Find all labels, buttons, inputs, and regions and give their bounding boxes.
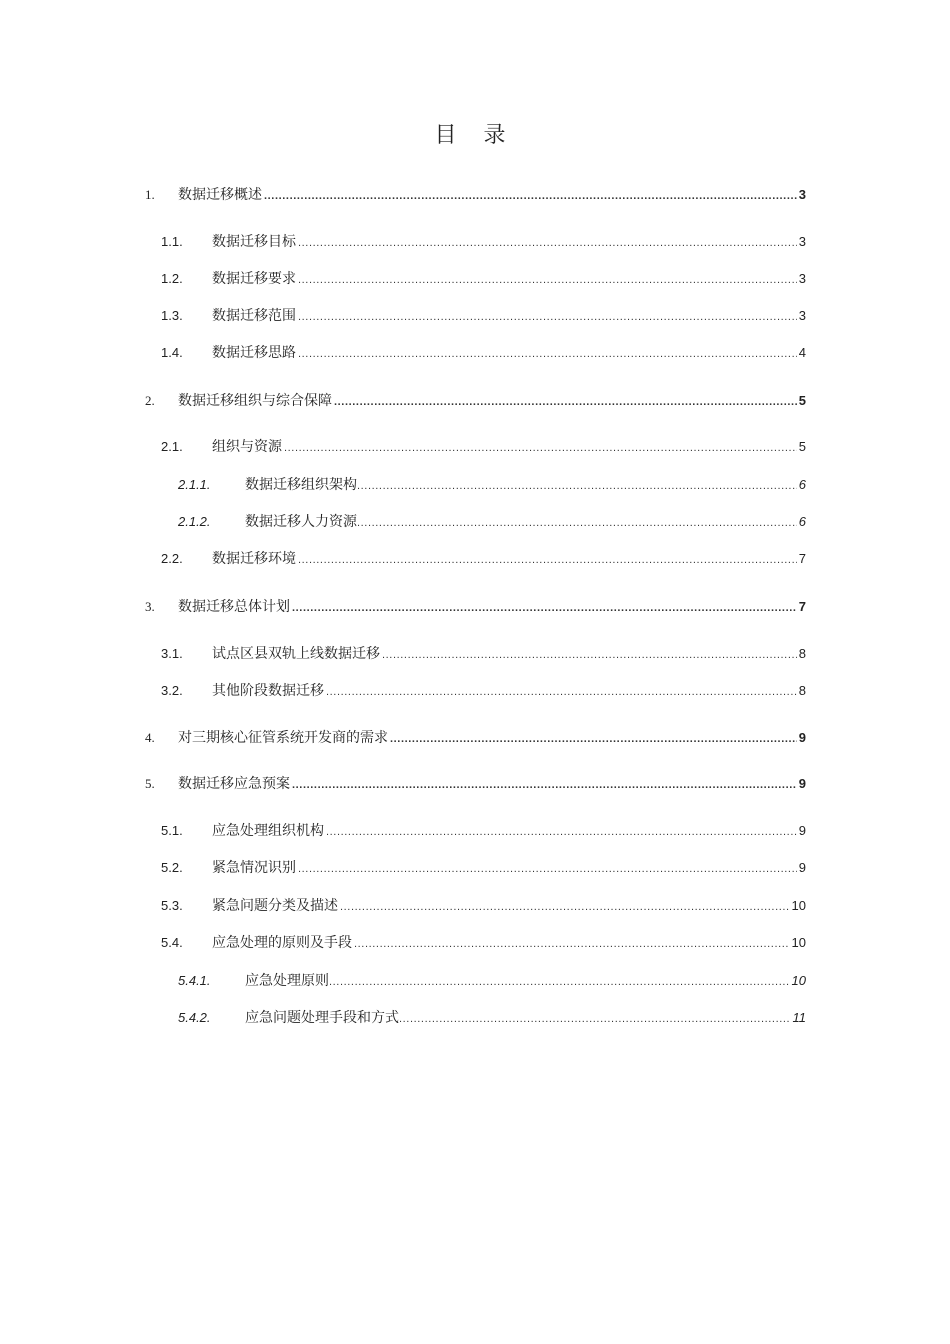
toc-entry-label: 数据迁移概述 bbox=[178, 187, 262, 203]
toc-entry-page: 9 bbox=[798, 860, 806, 875]
toc-entry-number: 2.2. bbox=[161, 551, 183, 566]
toc-leader-dots bbox=[399, 1008, 791, 1030]
toc-leader-dots bbox=[298, 549, 797, 571]
toc-entry[interactable] bbox=[161, 643, 806, 665]
toc-entry-page: 4 bbox=[798, 345, 806, 360]
toc-entry-label: 其他阶段数据迁移 bbox=[212, 683, 324, 699]
toc-entry[interactable] bbox=[161, 231, 806, 253]
toc-entry-number: 1.2. bbox=[161, 271, 183, 286]
toc-entry-number: 2.1.2. bbox=[178, 514, 211, 529]
toc-entry[interactable] bbox=[145, 390, 806, 412]
toc-entry-number: 2. bbox=[145, 393, 155, 408]
toc-leader-dots bbox=[292, 597, 797, 619]
toc-entry-page: 3 bbox=[798, 308, 806, 323]
toc-leader-dots bbox=[298, 858, 797, 880]
toc-entry-number: 5.1. bbox=[161, 823, 183, 838]
toc-leader-dots bbox=[334, 391, 797, 413]
toc-title: 目 录 bbox=[434, 123, 516, 148]
toc-entry-page: 7 bbox=[798, 551, 806, 566]
toc-entry-page: 11 bbox=[792, 1010, 806, 1025]
toc-leader-dots bbox=[264, 185, 797, 207]
toc-entry-page: 5 bbox=[798, 439, 806, 454]
toc-entry-page: 6 bbox=[798, 514, 806, 529]
toc-entry-label: 紧急情况识别 bbox=[212, 860, 296, 876]
toc-entry[interactable] bbox=[178, 511, 806, 533]
toc-entry-label: 数据迁移组织与综合保障 bbox=[178, 393, 332, 409]
toc-entry[interactable] bbox=[178, 474, 806, 496]
toc-leader-dots bbox=[326, 821, 797, 843]
toc-entry-label: 数据迁移应急预案 bbox=[178, 776, 290, 792]
toc-leader-dots bbox=[390, 728, 797, 750]
toc-entry-number: 3. bbox=[145, 599, 155, 614]
toc-entry-number: 1.1. bbox=[161, 234, 183, 249]
toc-entry-number: 5. bbox=[145, 776, 155, 791]
toc-leader-dots bbox=[298, 232, 797, 254]
toc-entry-page: 3 bbox=[798, 187, 806, 202]
toc-entry-number: 2.1. bbox=[161, 439, 183, 454]
toc-entry-page: 3 bbox=[798, 234, 806, 249]
toc-entry-number: 3.1. bbox=[161, 646, 183, 661]
toc-leader-dots bbox=[326, 681, 797, 703]
toc-entry-label: 数据迁移环境 bbox=[212, 551, 296, 567]
toc-entry-page: 8 bbox=[798, 646, 806, 661]
toc-entry-page: 7 bbox=[798, 599, 806, 614]
toc-entry[interactable] bbox=[161, 548, 806, 570]
toc-leader-dots bbox=[284, 437, 797, 459]
toc-entry-label: 试点区县双轨上线数据迁移 bbox=[212, 646, 380, 662]
toc-entry[interactable] bbox=[161, 895, 806, 917]
toc-entry[interactable] bbox=[161, 857, 806, 879]
toc-entry-page: 9 bbox=[798, 730, 806, 745]
toc-entry-label: 对三期核心征管系统开发商的需求 bbox=[178, 730, 388, 746]
toc-entry-number: 5.4. bbox=[161, 935, 183, 950]
toc-leader-dots bbox=[357, 512, 797, 534]
toc-entry-label: 组织与资源 bbox=[212, 439, 282, 455]
toc-leader-dots bbox=[298, 269, 797, 291]
toc-entry-page: 5 bbox=[798, 393, 806, 408]
toc-entry[interactable] bbox=[145, 184, 806, 206]
toc-entry-label: 数据迁移范围 bbox=[212, 308, 296, 324]
toc-entry-label: 数据迁移思路 bbox=[212, 345, 296, 361]
toc-entry-label: 数据迁移组织架构 bbox=[245, 477, 357, 493]
toc-entry-page: 3 bbox=[798, 271, 806, 286]
toc-entry[interactable] bbox=[161, 932, 806, 954]
toc-entry-number: 5.2. bbox=[161, 860, 183, 875]
toc-entry[interactable] bbox=[161, 305, 806, 327]
toc-leader-dots bbox=[357, 475, 797, 497]
toc-entry-page: 8 bbox=[798, 683, 806, 698]
toc-entry[interactable] bbox=[161, 820, 806, 842]
toc-entry-label: 应急处理组织机构 bbox=[212, 823, 324, 839]
toc-entry-number: 5.3. bbox=[161, 898, 183, 913]
toc-entry-number: 5.4.2. bbox=[178, 1010, 211, 1025]
toc-entry-number: 2.1.1. bbox=[178, 477, 211, 492]
toc-entry[interactable] bbox=[178, 1007, 806, 1029]
toc-entry-label: 数据迁移人力资源 bbox=[245, 514, 357, 530]
toc-entry[interactable] bbox=[145, 727, 806, 749]
toc-entry-number: 1.4. bbox=[161, 345, 183, 360]
toc-entry[interactable] bbox=[161, 436, 806, 458]
toc-entry[interactable] bbox=[161, 680, 806, 702]
toc-entry[interactable] bbox=[145, 596, 806, 618]
toc-leader-dots bbox=[354, 933, 790, 955]
toc-entry-label: 应急处理的原则及手段 bbox=[212, 935, 352, 951]
toc-entry-page: 9 bbox=[798, 776, 806, 791]
toc-entry-label: 应急问题处理手段和方式 bbox=[245, 1010, 399, 1026]
toc-entry-page: 10 bbox=[791, 973, 806, 988]
toc-entry[interactable] bbox=[178, 970, 806, 992]
toc-entry-page: 6 bbox=[798, 477, 806, 492]
toc-entry-label: 数据迁移总体计划 bbox=[178, 599, 290, 615]
toc-entry-label: 应急处理原则 bbox=[245, 973, 329, 989]
toc-entry-page: 10 bbox=[791, 935, 806, 950]
toc-entry[interactable] bbox=[161, 342, 806, 364]
toc-entry-number: 4. bbox=[145, 730, 155, 745]
toc-entry-label: 数据迁移要求 bbox=[212, 271, 296, 287]
toc-leader-dots bbox=[292, 774, 797, 796]
toc-entry[interactable] bbox=[161, 268, 806, 290]
toc-leader-dots bbox=[329, 971, 790, 993]
toc-entry[interactable] bbox=[145, 773, 806, 795]
toc-leader-dots bbox=[382, 644, 797, 666]
toc-entry-number: 1. bbox=[145, 187, 155, 202]
toc-leader-dots bbox=[298, 306, 797, 328]
toc-entry-number: 5.4.1. bbox=[178, 973, 211, 988]
toc-entry-number: 1.3. bbox=[161, 308, 183, 323]
toc-entry-page: 9 bbox=[798, 823, 806, 838]
toc-entry-number: 3.2. bbox=[161, 683, 183, 698]
toc-entry-label: 数据迁移目标 bbox=[212, 234, 296, 250]
toc-entry-page: 10 bbox=[791, 898, 806, 913]
toc-entry-label: 紧急问题分类及描述 bbox=[212, 898, 338, 914]
toc-leader-dots bbox=[298, 343, 797, 365]
toc-leader-dots bbox=[340, 896, 790, 918]
